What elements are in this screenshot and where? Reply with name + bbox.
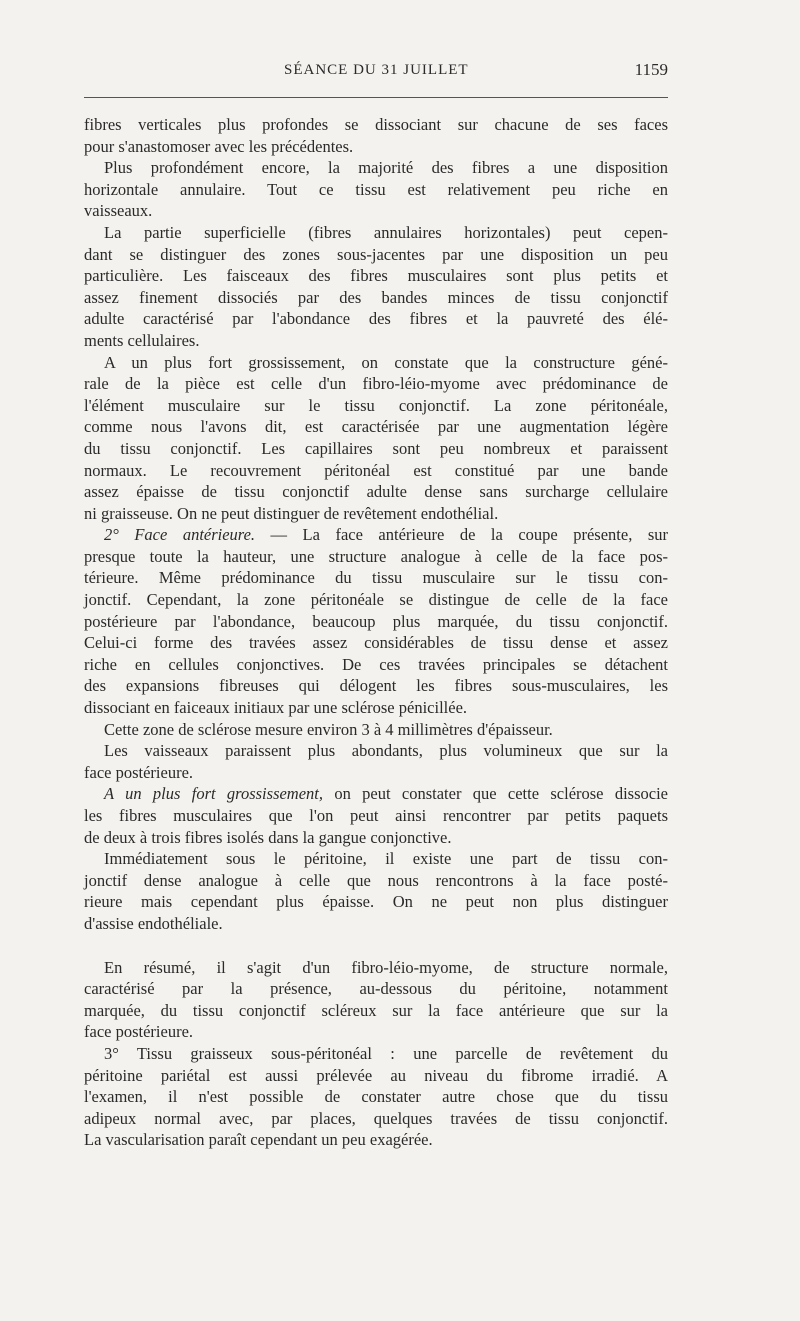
italic-lead: A un plus fort grossissement, [104,784,324,804]
page-number: 1159 [634,60,668,79]
text-line: Celui-ci forme des travées assez considérables de tissu dense et assez [84,633,668,653]
text-line: face postérieure. [84,762,194,782]
text-line: 3° Tissu graisseux sous-péritonéal : une parcelle de revêtement du [104,1043,668,1063]
text-line: jonctif dense analogue à celle que nous rencontrons à la face posté- [84,870,668,890]
paragraph [84,783,668,848]
text-line: ni graisseuse. On ne peut distinguer de revêtement endothélial. [84,503,499,523]
text-line: d'assise endothéliale. [84,913,223,933]
text-line: La partie superficielle (fibres annulaires horizontales) peut cepen- [104,222,668,242]
text-line [84,524,668,546]
line-text: on peut constater que cette sclérose dissocie [323,784,668,804]
text-line: l'élément musculaire sur le tissu conjonctif. La zone péritonéale, [84,395,668,415]
text-line: A un plus fort grossissement, on constate que la constructure géné- [104,352,668,372]
text-line: péritoine pariétal est aussi prélevée au niveau du fibrome irradié. A [84,1065,668,1085]
text-line: caractérisé par la présence, au-dessous du péritoine, notamment [84,979,668,999]
paragraph [84,719,668,741]
text-line: dissociant en faiceaux initiaux par une sclérose pénicillée. [84,698,468,718]
paragraph [84,222,668,352]
text-line: l'examen, il n'est possible de constater autre chose que du tissu [84,1087,668,1107]
paragraph [84,157,668,222]
text-line: jonctif. Cependant, la zone péritonéale se distingue de celle de la face [84,590,668,610]
text-line: adulte caractérisé par l'abondance des fibres et la pauvreté des élé- [84,309,668,329]
text-line: particulière. Les faisceaux des fibres musculaires sont plus petits et [84,266,668,286]
paragraph [84,740,668,783]
text-line: postérieure par l'abondance, beaucoup plus marquée, du tissu conjonctif. [84,611,668,631]
text-line: rale de la pièce est celle d'un fibro-léio-myome avec prédominance de [84,374,668,394]
text-line: comme nous l'avons dit, est caractérisée par une augmentation légère [84,417,668,437]
paragraph [84,114,668,157]
text-line: adipeux normal avec, par places, quelques travées de tissu conjonctif. [84,1108,668,1128]
paragraph [84,352,668,525]
text-line: riche en cellules conjonctives. De ces travées principales se détachent [84,654,668,674]
text-line: marquée, du tissu conjonctif scléreux sur la face antérieure que sur la [84,1000,668,1020]
text-line: En résumé, il s'agit d'un fibro-léio-myome, de structure normale, [104,957,668,977]
paragraph [84,524,668,718]
paragraph [84,957,668,1043]
text-line: Immédiatement sous le péritoine, il existe une part de tissu con- [104,849,668,869]
text-line: dant se distinguer des zones sous-jacentes par une disposition un peu [84,244,668,264]
italic-lead: 2° Face antérieure. [104,525,256,545]
text-line: des expansions fibreuses qui délogent les fibres sous-musculaires, les [84,676,668,696]
text-line [84,783,668,805]
text-line: du tissu conjonctif. Les capillaires sont peu nombreux et paraissent [84,438,668,458]
text-line: face postérieure. [84,1022,194,1042]
paragraph [84,848,668,934]
text-line: assez finement dissociés par des bandes minces de tissu conjonctif [84,287,668,307]
text-line: horizontale annulaire. Tout ce tissu est relativement peu riche en [84,179,668,199]
text-line: normaux. Le recouvrement péritonéal est constitué par une bande [84,460,668,480]
line-text: — La face antérieure de la coupe présente, sur [255,525,668,545]
running-header [84,60,668,88]
text-line: ments cellulaires. [84,330,200,350]
text-line: de deux à trois fibres isolés dans la gangue conjonctive. [84,827,452,847]
header-rule [84,97,668,98]
text-line: fibres verticales plus profondes se dissociant sur chacune de ses faces [84,115,668,134]
text-line: assez épaisse de tissu conjonctif adulte dense sans surcharge cellulaire [84,482,668,502]
paragraph [84,1043,668,1151]
text-line: Cette zone de sclérose mesure environ 3 à 4 millimètres d'épaisseur. [104,719,553,739]
body-text [84,114,668,1151]
text-line: pour s'anastomoser avec les précédentes. [84,136,354,156]
text-line: vaisseaux. [84,201,153,221]
text-line: La vascularisation paraît cependant un peu exagérée. [84,1130,433,1150]
header-title: SÉANCE DU 31 JUILLET [284,62,469,78]
text-line: Plus profondément encore, la majorité des fibres a une disposition [104,158,668,178]
text-line: les fibres musculaires que l'on peut ainsi rencontrer par petits paquets [84,806,668,825]
text-line: térieure. Même prédominance du tissu musculaire sur le tissu con- [84,568,668,588]
text-line: rieure mais cependant plus épaisse. On ne peut non plus distinguer [84,892,668,912]
text-line: presque toute la hauteur, une structure analogue à celle de la face pos- [84,546,668,566]
text-line: Les vaisseaux paraissent plus abondants, plus volumineux que sur la [104,741,668,761]
